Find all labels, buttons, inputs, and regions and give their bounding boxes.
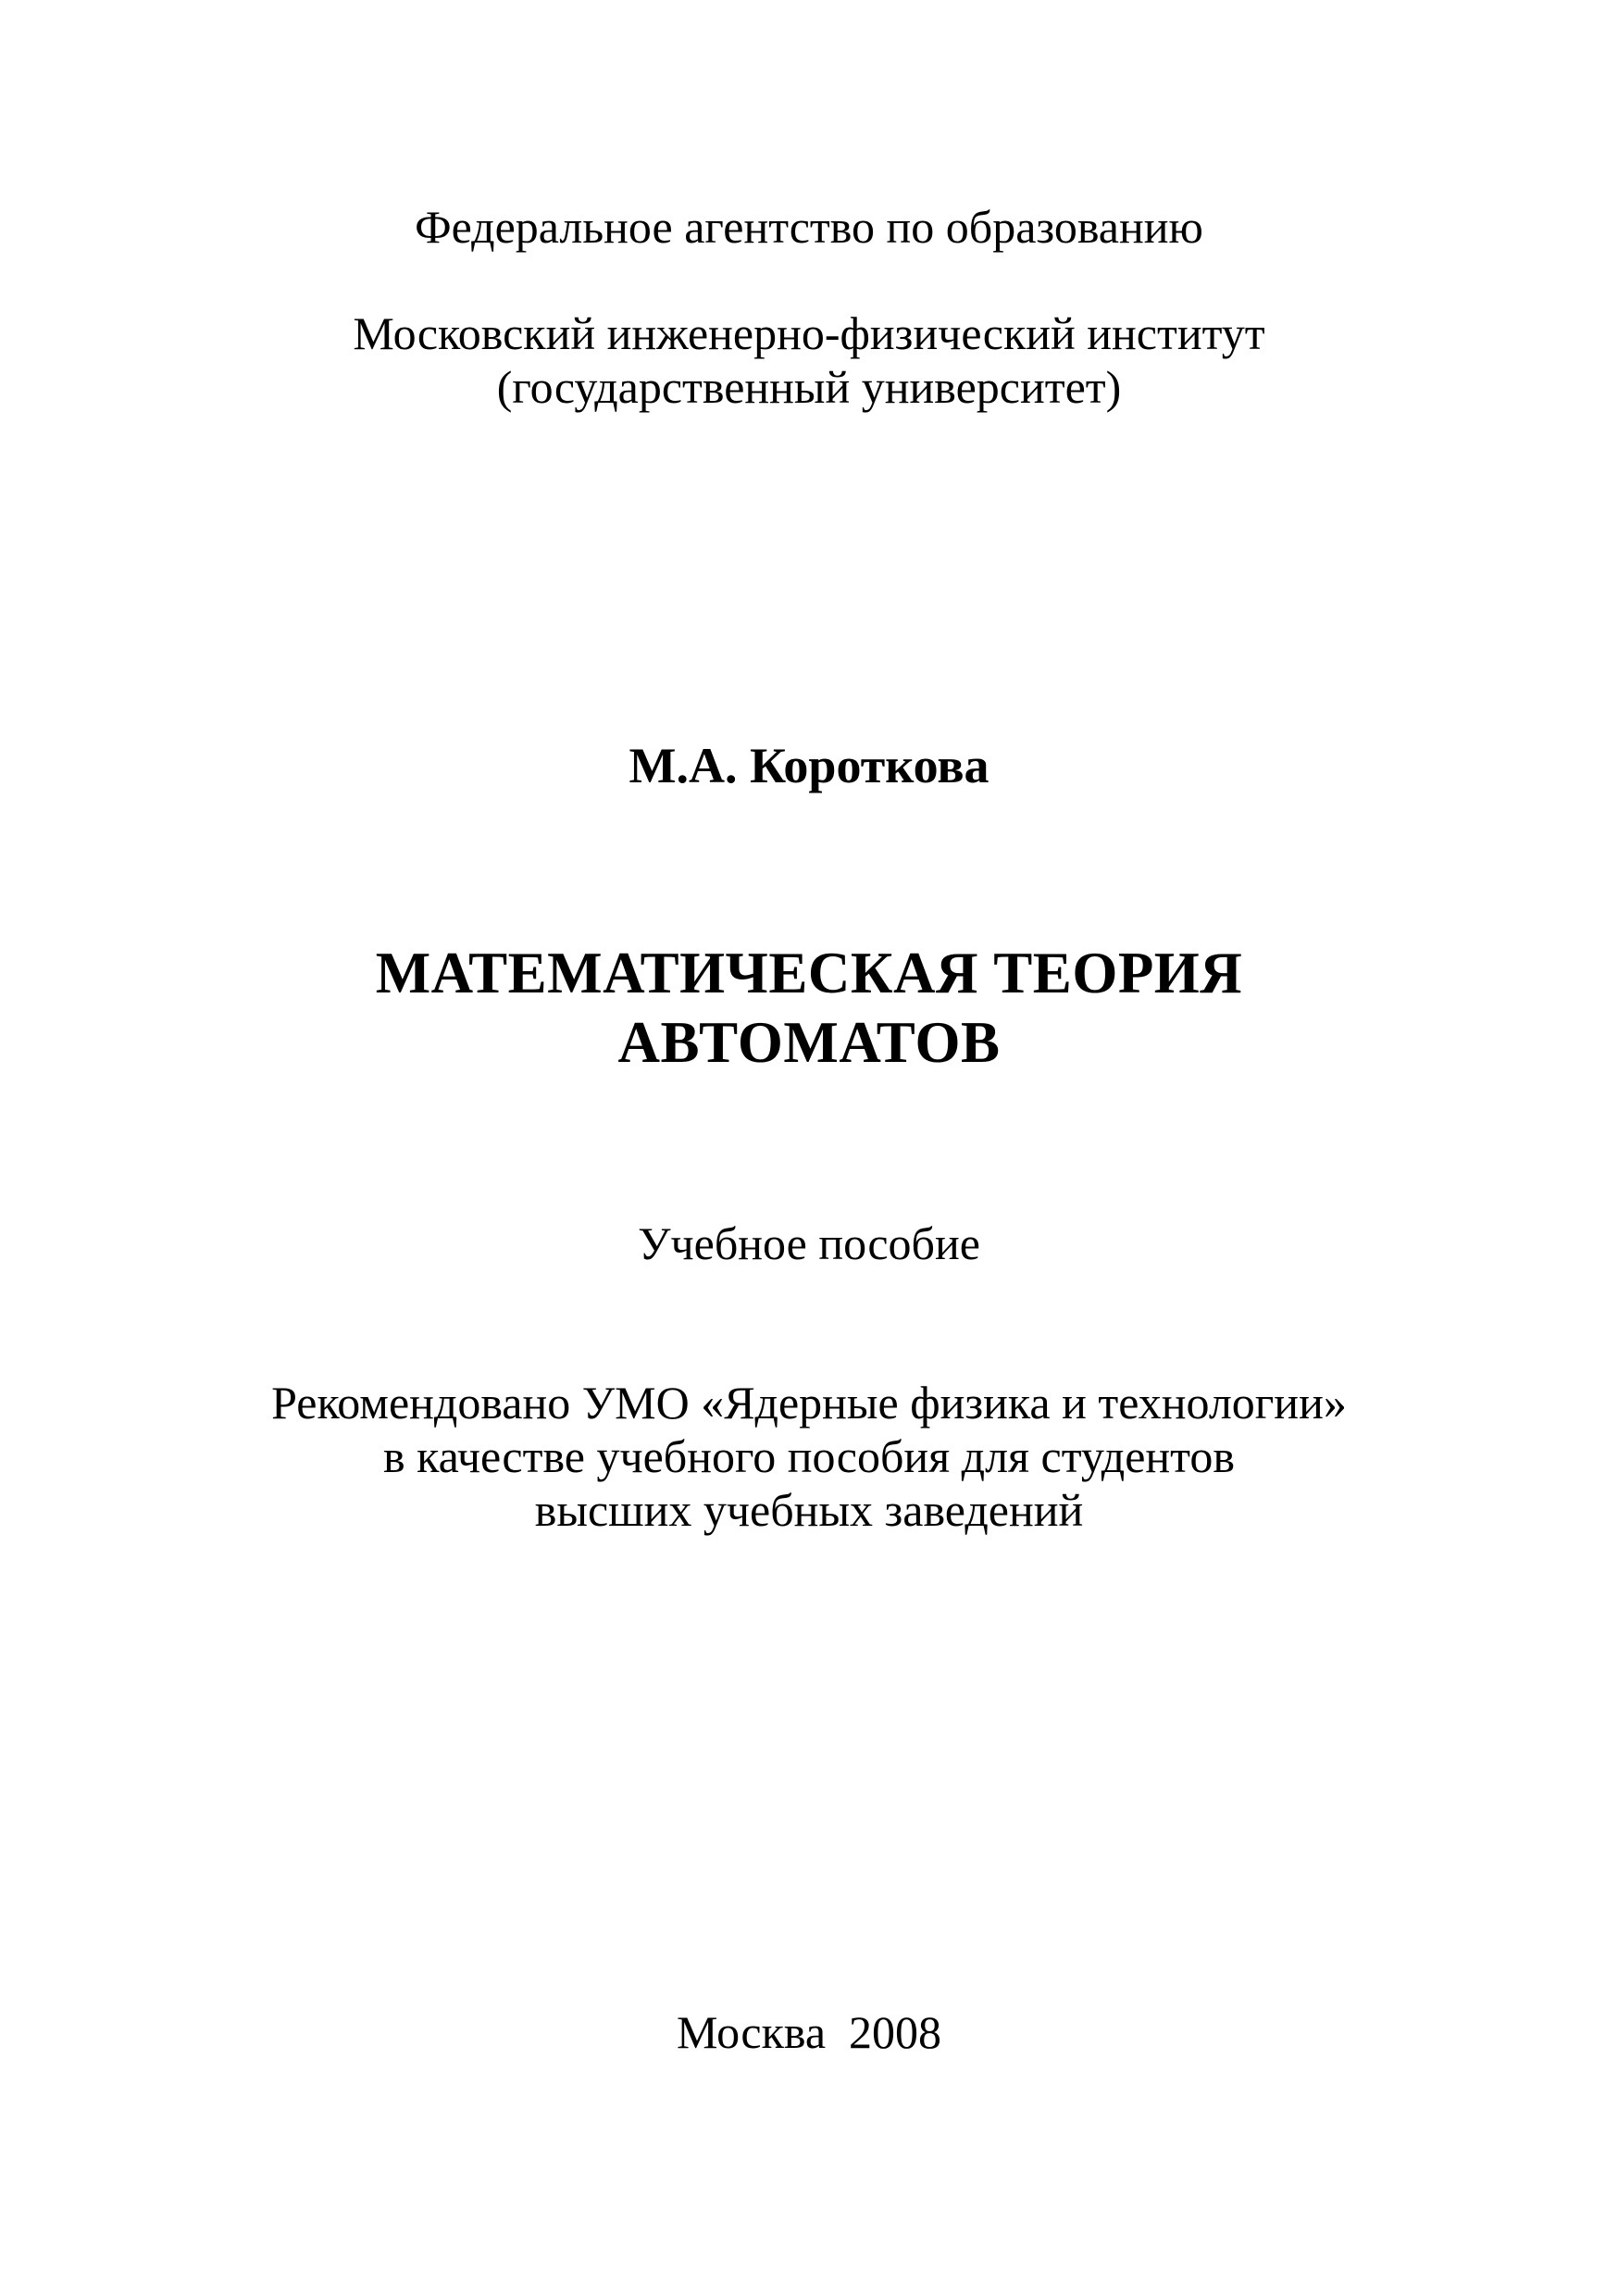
- author-name: М.А. Короткова: [629, 738, 989, 793]
- book-title-line-1: МАТЕМАТИЧЕСКАЯ ТЕОРИЯ: [375, 941, 1243, 1005]
- publication-type: Учебное пособие: [638, 1217, 980, 1269]
- institute-name: Московский инженерно-физический институт: [353, 307, 1265, 359]
- institute-status: (государственный университет): [496, 361, 1122, 413]
- imprint-city: Москва: [676, 2006, 827, 2058]
- imprint-year: 2008: [849, 2006, 942, 2058]
- agency-name: Федеральное агентство по образованию: [415, 201, 1203, 253]
- imprint: [0, 2006, 1618, 2058]
- recommendation-line-3: высших учебных заведений: [534, 1484, 1084, 1536]
- recommendation-line-2: в качестве учебного пособия для студентов: [383, 1430, 1235, 1482]
- book-title-line-2: АВТОМАТОВ: [617, 1010, 1001, 1075]
- recommendation-line-1: Рекомендовано УМО «Ядерные физика и технологии»: [271, 1377, 1347, 1429]
